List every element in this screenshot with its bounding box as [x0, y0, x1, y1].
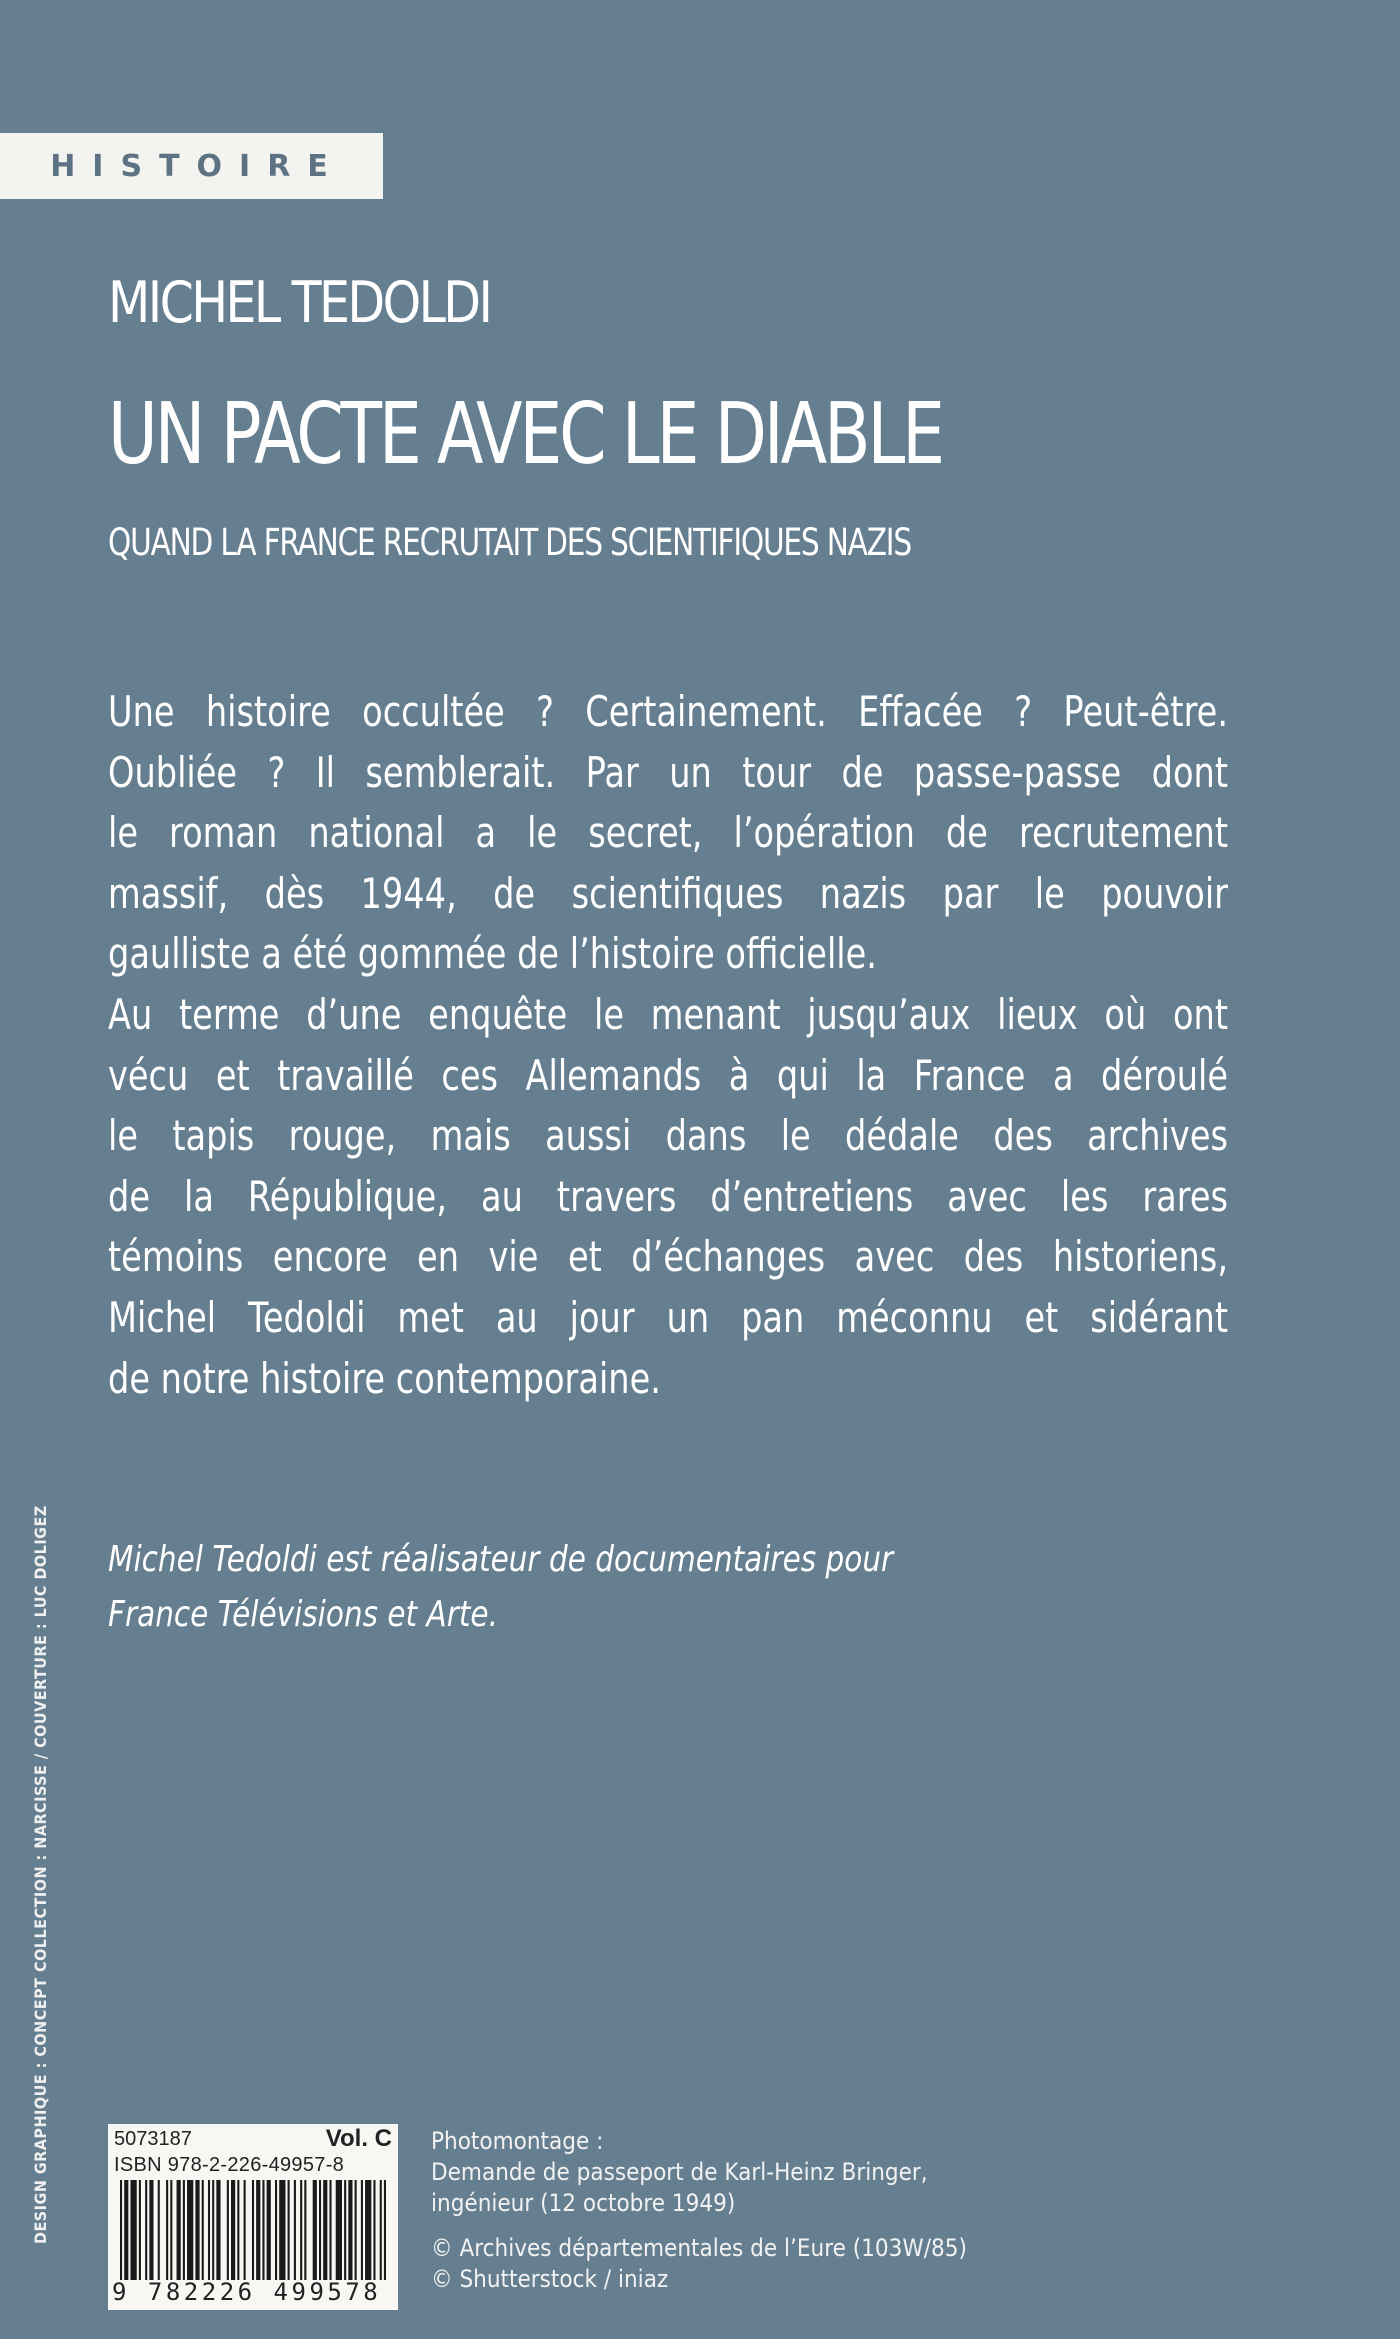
genre-label: [0, 133, 383, 199]
synopsis-line: de la République, au travers d’entretiens avec les rares: [108, 1171, 1228, 1221]
barcode-digits: 9 782226 499578: [112, 2278, 382, 2306]
barcode-bar: [329, 2180, 331, 2280]
barcode-bar: [380, 2180, 382, 2280]
barcode-bar: [195, 2180, 199, 2280]
barcode-bar: [202, 2180, 204, 2280]
product-code: 5073187: [114, 2128, 192, 2150]
synopsis-line: Au terme d’une enquête le menant jusqu’aux lieux où ont: [108, 989, 1228, 1039]
barcode-bar: [149, 2180, 153, 2280]
author-name: MICHEL TEDOLDI: [108, 270, 491, 336]
synopsis-line: gaulliste a été gommée de l’histoire officielle.: [108, 929, 877, 979]
synopsis-line: témoins encore en vie et d’échanges avec des historiens,: [108, 1232, 1228, 1282]
barcode-bar: [158, 2180, 160, 2280]
barcode-bar: [344, 2180, 346, 2280]
barcode-bar: [177, 2180, 181, 2280]
barcode-bar: [130, 2180, 136, 2280]
synopsis-line: Michel Tedoldi met au jour un pan méconnu et sidérant: [108, 1292, 1228, 1342]
barcode-bar: [323, 2180, 327, 2280]
photo-credits-heading: Photomontage :: [431, 2127, 604, 2155]
barcode-bar: [212, 2180, 214, 2280]
barcode-bar: [256, 2180, 260, 2280]
barcode-bar: [237, 2180, 239, 2280]
synopsis: [108, 682, 1228, 1409]
barcode-bar: [355, 2180, 357, 2280]
barcode-bar: [384, 2180, 386, 2280]
barcode-bar: [145, 2180, 147, 2280]
barcode-bar: [275, 2180, 277, 2280]
book-title: UN PACTE AVEC LE DIABLE: [108, 385, 942, 484]
copyright-line: © Archives départementales de l’Eure (103W/85): [431, 2234, 967, 2262]
author-bio: [108, 1532, 1256, 1642]
barcode-bar: [124, 2180, 128, 2280]
book-subtitle: QUAND LA FRANCE RECRUTAIT DES SCIENTIFIQUES NAZIS: [108, 521, 911, 564]
barcode-bar: [227, 2180, 229, 2280]
barcode-bar: [166, 2180, 168, 2280]
barcode-bar: [244, 2180, 246, 2280]
barcode-bar: [348, 2180, 352, 2280]
author-bio-line: France Télévisions et Arte.: [108, 1594, 498, 1635]
barcode-block: [108, 2124, 398, 2310]
design-credit: DESIGN GRAPHIQUE : CONCEPT COLLECTION : NARCISSE / COUVERTURE : LUC DOLIGEZ: [31, 1505, 50, 2244]
barcode-bar: [208, 2180, 210, 2280]
barcode-bar: [319, 2180, 321, 2280]
barcode-bar: [336, 2180, 342, 2280]
copyright-line: © Shutterstock / iniaz: [431, 2265, 669, 2293]
photo-caption-line: ingénieur (12 octobre 1949): [431, 2189, 736, 2217]
barcode-bar: [313, 2180, 317, 2280]
barcode-bar: [139, 2180, 141, 2280]
barcode-bar: [294, 2180, 296, 2280]
volume-label: Vol. C: [325, 2125, 392, 2152]
barcode-bar: [170, 2180, 172, 2280]
synopsis-line: massif, dès 1944, de scientifiques nazis par le pouvoir: [108, 868, 1228, 918]
barcode-bar: [267, 2180, 271, 2280]
photo-caption-line: Demande de passeport de Karl-Heinz Bringer,: [431, 2158, 928, 2186]
barcode-bar: [262, 2180, 264, 2280]
barcode-bar: [304, 2180, 306, 2280]
barcode-bar: [361, 2180, 363, 2280]
barcode-bar: [373, 2180, 375, 2280]
author-bio-line: Michel Tedoldi est réalisateur de documentaires pour: [108, 1539, 894, 1580]
barcode-icon: [120, 2180, 386, 2280]
barcode-bar: [300, 2180, 302, 2280]
synopsis-line: le tapis rouge, mais aussi dans le dédale des archives: [108, 1111, 1228, 1161]
barcode-bar: [279, 2180, 285, 2280]
barcode-bar: [288, 2180, 290, 2280]
barcode-bar: [216, 2180, 220, 2280]
genre-text: HISTOIRE: [50, 148, 345, 184]
barcode-bar: [120, 2180, 122, 2280]
synopsis-line: le roman national a le secret, l’opération de recrutement: [108, 808, 1228, 858]
barcode-bar: [231, 2180, 235, 2280]
synopsis-line: Une histoire occultée ? Certainement. Effacée ? Peut-être.: [108, 687, 1228, 736]
photo-credits: [431, 2126, 1061, 2295]
barcode-bar: [183, 2180, 185, 2280]
barcode-bar: [365, 2180, 371, 2280]
synopsis-line: de notre histoire contemporaine.: [108, 1353, 661, 1403]
barcode-bar: [252, 2180, 254, 2280]
isbn: ISBN 978-2-226-49957-8: [114, 2154, 345, 2176]
synopsis-line: vécu et travaillé ces Allemands à qui la France a déroulé: [108, 1050, 1228, 1100]
synopsis-line: Oubliée ? Il semblerait. Par un tour de passe-passe dont: [108, 747, 1228, 797]
barcode-bar: [187, 2180, 193, 2280]
